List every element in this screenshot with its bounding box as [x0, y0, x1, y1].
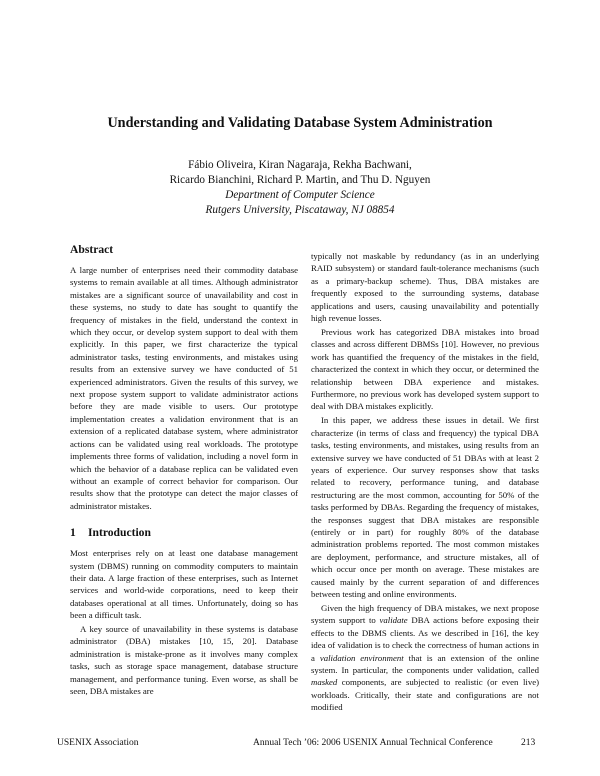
department: Department of Computer Science [225, 189, 375, 201]
masked-term: masked [311, 677, 338, 688]
intro-paragraph-3: typically not maskable by redundancy (as in an underlying RAID subsystem) or standard fault-tolerance mechanisms (such as a primary-backup scheme). Thus, DBA mistakes are frequently exposed to the surrounding systems, database applications and users, causing unavailability and potentially high revenue losses. [311, 251, 539, 324]
validate-term: validate [379, 615, 408, 626]
section-number: 1 [70, 526, 76, 540]
footer-conference: Annual Tech ’06: 2006 USENIX Annual Technical Conference [253, 738, 493, 748]
abstract-heading: Abstract [70, 243, 114, 256]
right-column [311, 250, 539, 714]
paper-title: Understanding and Validating Database System Administration [107, 115, 493, 131]
p6-text-c: that is an extension of the online system. In particular, the components under validation, called [311, 652, 539, 675]
footer-association: USENIX Association [57, 738, 139, 748]
intro-paragraph-2: A key source of unavailability in these systems is database administrator (DBA) mistakes [10, 15, 20]. Database administration is mistake-prone as it involves many complex tasks, such as storage space management, database structure management, and performance tuning. Even worse, as shall be seen, DBA mistakes are [70, 624, 298, 697]
page-number: 213 [521, 738, 536, 748]
author-block [0, 158, 600, 218]
section-title: Introduction [88, 526, 151, 540]
p6-text-d: components, are subjected to realistic (or even live) workloads. Critically, their state and configurations are not modified [311, 677, 539, 713]
p6-text-b: DBA actions before exposing their effects to the DBMS clients. As we described in [16], the key idea of validation is to check the correctness of human actions in a [311, 615, 539, 663]
university: Rutgers University, Piscataway, NJ 08854 [205, 204, 395, 216]
intro-paragraph-1: Most enterprises rely on at least one database management system (DBMS) running on commodity computers to maintain their data. A large fraction of these enterprises, such as Internet services and world-wide corporations, need to keep their databases operational at all times. Unfortunately, doing so has been a difficult task. [70, 548, 298, 621]
intro-paragraph-6 [311, 602, 539, 714]
intro-paragraph-5: In this paper, we address these issues in detail. We first characterize (in terms of class and frequency) the typical DBA tasks, testing environments, and mistakes, using results from an extensive survey we have conducted of 51 DBAs with at least 2 years of experience. Our survey responses show that tasks related to recovery, performance tuning, and database restructuring are the most common, accounting for 50% of the tasks performed by DBAs. Regarding the frequency of mistakes, the responses suggest that DBA mistakes are responsible (entirely or in part) for roughly 80% of the database administration problems reported. The most common mistakes are deployment, performance, and structure mistakes, all of which occur once per month on average. These mistakes are caused mainly by the current separation of and differences between testing and online environments. [311, 415, 539, 599]
intro-paragraph-4: Previous work has categorized DBA mistakes into broad classes and across different DBMSs [10]. However, no previous work has quantified the frequency of the mistakes in the field, characterized the context in which they occur, or determined the relationship between DBA experience and mistakes. Furthermore, no previous work has developed system support to deal with DBA mistakes explicitly. [311, 326, 539, 412]
validation-environment-term: validation environment [319, 652, 404, 663]
author-names-line-1: Fábio Oliveira, Kiran Nagaraja, Rekha Bachwani, [188, 159, 412, 171]
abstract-text: A large number of enterprises need their commodity database systems to remain available at all times. Although administrator mistakes are a significant source of unavailability and cost in these systems, no study to date has sought to quantify the frequency of mistakes in the field, understand the context in which they occur, or develop system support to deal with them explicitly. In this paper, we first characterize the typical administrator tasks, testing environments, and mistakes using results from an extensive survey we have conducted of 51 experienced administrators. Given the results of this survey, we next propose system support to validate administrator actions before they are made visible to users. Our prototype implementation creates a validation environment that is an extension of a replicated database system, where administrator actions can be validated using real workloads. The prototype implements three forms of validation, including a novel form in which the behavior of a database replica can be validated even without an example of correct behavior for comparison. Our results show that the prototype can detect the major classes of administrator mistakes. [70, 265, 298, 511]
p6-text-a: Given the high frequency of DBA mistakes, we next propose system support to [311, 602, 539, 626]
introduction-heading [70, 526, 298, 540]
left-column [70, 243, 298, 698]
author-names-line-2: Ricardo Bianchini, Richard P. Martin, and Thu D. Nguyen [169, 174, 431, 186]
